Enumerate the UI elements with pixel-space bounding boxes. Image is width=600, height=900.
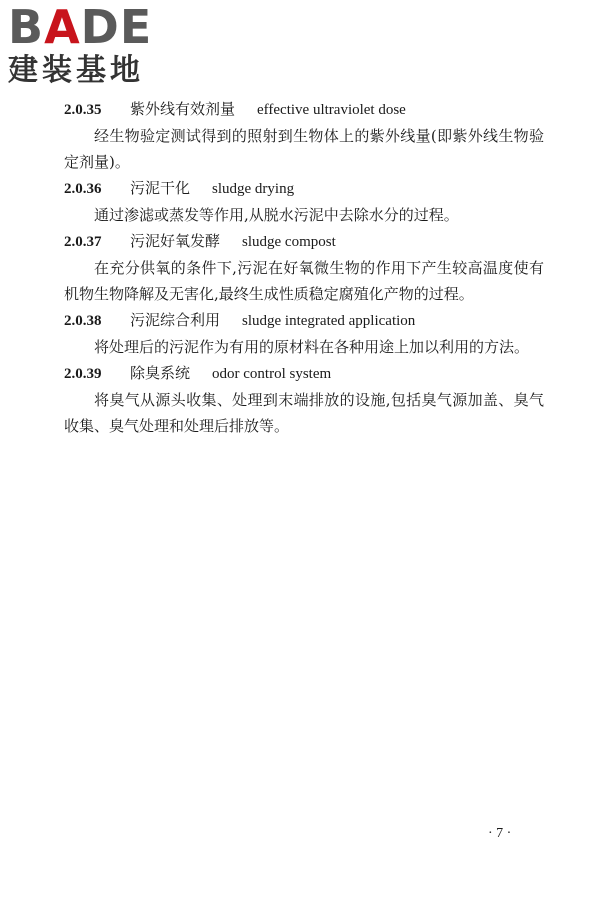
document-body [64,96,544,439]
term-number: 2.0.39 [64,366,102,382]
term-english: sludge drying [212,181,295,197]
term-english: odor control system [212,366,332,382]
term-number: 2.0.37 [64,234,102,250]
term-definition: 经生物验定测试得到的照射到生物体上的紫外线量(即紫外线生物验定剂量)。 [64,127,544,171]
term-chinese: 污泥好氧发酵 [130,232,221,250]
page-number: · 7 · [488,826,512,841]
term-entry-2-0-35 [64,96,544,175]
term-definition: 在充分供氧的条件下,污泥在好氧微生物的作用下产生较高温度使有机物生物降解及无害化,最终生成性质稳定腐殖化产物的过程。 [64,259,544,303]
term-chinese: 污泥综合利用 [130,311,221,329]
term-heading [64,360,544,387]
term-entry-2-0-36 [64,175,544,228]
logo-accent-letter: A [44,0,81,54]
term-english: effective ultraviolet dose [257,102,406,118]
term-number: 2.0.36 [64,181,102,197]
bade-logo [8,2,178,88]
term-definition: 将处理后的污泥作为有用的原材料在各种用途上加以利用的方法。 [94,338,530,356]
term-number: 2.0.35 [64,102,102,118]
term-chinese: 除臭系统 [130,364,191,382]
term-english: sludge compost [242,234,336,250]
term-entry-2-0-39 [64,360,544,439]
term-english: sludge integrated application [242,313,416,329]
term-definition: 将臭气从源头收集、处理到末端排放的设施,包括臭气源加盖、臭气收集、臭气处理和处理后排放等。 [64,391,544,435]
term-chinese: 紫外线有效剂量 [130,100,236,118]
term-chinese: 污泥干化 [130,179,191,197]
term-heading [64,96,544,123]
logo-wordmark: BADE [8,0,153,54]
term-entry-2-0-38 [64,307,544,360]
term-heading [64,228,544,255]
term-number: 2.0.38 [64,313,102,329]
term-definition: 通过渗滤或蒸发等作用,从脱水污泥中去除水分的过程。 [94,206,459,224]
logo-chinese-name: 建装基地 [8,53,144,88]
term-entry-2-0-37 [64,228,544,307]
term-heading [64,175,544,202]
term-heading [64,307,544,334]
